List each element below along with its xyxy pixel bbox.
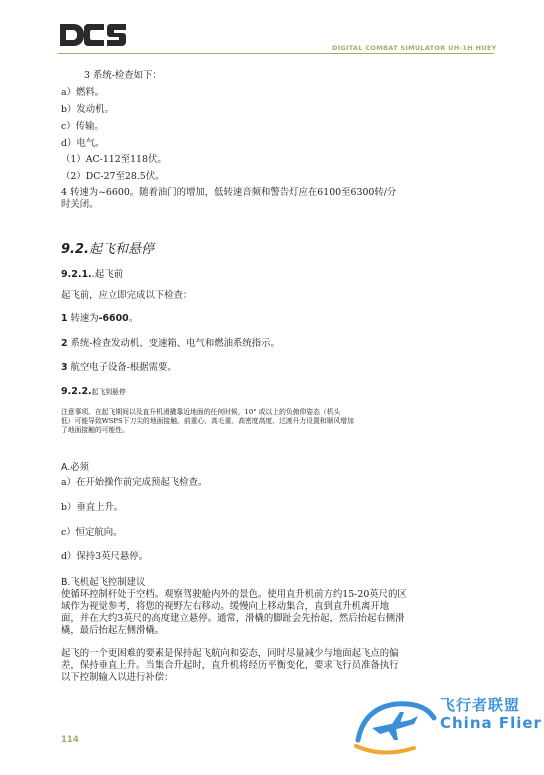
note-line: 了地面接触的可能性。: [61, 426, 129, 434]
subsection-heading: [61, 386, 126, 397]
text-line: d）电气。: [61, 138, 105, 149]
text-line: b）发动机。: [61, 104, 114, 115]
list-item: 2 系统-检查发动机、变速箱、电气和燃油系统指示。: [61, 338, 280, 349]
text-line: 4 转速为~6600。随着油门的增加，低转速音频和警告灯应在6100至6300转/分: [61, 187, 397, 198]
watermark-text-en: China Flier: [440, 714, 542, 732]
part-title: A.必须: [61, 462, 89, 473]
section-title: 起飞和悬停: [88, 242, 154, 257]
text-line: 起飞的一个更困难的要素是保持起飞航向和姿态，同时尽量减少与地面起飞点的偏: [61, 648, 399, 659]
header-divider: [58, 53, 494, 54]
text-line: 橇，最后抬起左侧滑橇。: [61, 625, 165, 636]
list-item: 3 航空电子设备-根据需要。: [61, 362, 177, 373]
note-line: 低）可能导致WSPS下刀尖的地面接触。前重心、高毛重、高密度高度、过渡升力设置和顺风增加: [61, 417, 354, 425]
text-line: 面，并在大约3英尺的高度建立悬停。通常，滑橇的脚趾会先抬起，然后抬起右侧滑: [61, 613, 405, 624]
text-line: 域作为视觉参考，将您的视野左右移动。缓慢向上移动集合，直到直升机离开地: [61, 601, 390, 612]
text-line: a）燃料。: [61, 87, 105, 98]
text-line: （1）AC-112至118伏。: [61, 154, 167, 165]
list-item: a）在开始操作前完成预起飞检查。: [61, 477, 208, 488]
china-flier-logo: [352, 690, 438, 764]
text-line: 起飞前，应立即完成以下检查：: [61, 290, 193, 301]
section-number: 9.2.: [61, 242, 89, 257]
section-heading: [61, 238, 154, 257]
subsection-title: 起飞到悬停: [91, 388, 126, 396]
text-line: 差，保持垂直上升。当集合升起时，直升机将经历平衡变化，要求飞行员准备执行: [61, 660, 399, 671]
list-item: b）垂直上升。: [61, 502, 124, 513]
watermark-text-cn: 飞行者联盟: [440, 696, 521, 714]
list-item: c）恒定航向。: [61, 527, 123, 538]
text-line: 时关闭。: [61, 199, 99, 210]
text-line: 以下控制输入以进行补偿：: [61, 672, 174, 683]
dcs-logo: [58, 22, 128, 52]
text-line: （2）DC-27至28.5伏。: [61, 171, 165, 182]
subsection-number: 9.2.1.: [61, 269, 92, 280]
list-item: 1 转速为-6600。: [61, 313, 139, 324]
subsection-heading: [61, 266, 123, 280]
page-number: 114: [61, 735, 79, 745]
note-line: 注意事项。在起飞期间以及直升机滑撬靠近地面的任何时候，10° 或以上的负俯仰姿态（机头: [61, 408, 341, 416]
part-title: B.飞机起飞控制建议: [61, 577, 146, 588]
subsection-number: 9.2.2.: [61, 386, 92, 397]
text-line: 使循环控制杆处于空档。观察驾驶舱内外的景色。使用直升机前方约15-20英尺的区: [61, 589, 407, 600]
list-item: d）保持3英尺悬停。: [61, 551, 148, 562]
subsection-title: .起飞前: [91, 269, 124, 280]
text-line: 3 系统-检查如下：: [84, 70, 162, 81]
text-line: c）传输。: [61, 121, 104, 132]
doc-title: DIGITAL COMBAT SIMULATOR UH-1H HUEY: [332, 44, 497, 52]
